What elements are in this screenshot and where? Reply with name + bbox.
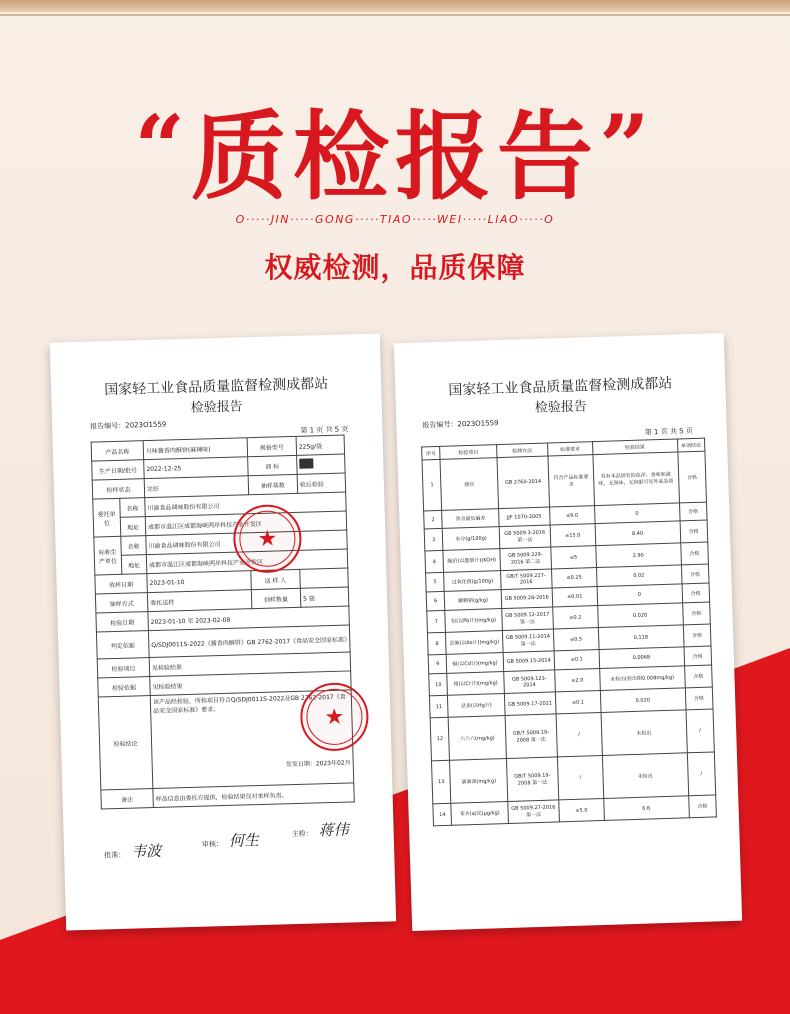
results-row: 11 总汞(以Hg计) GB 5009.17-2021 ≤0.1 0.020 合格: [429, 687, 713, 718]
results-header-row: 序号 检验项目 检测方法 标准要求 检验结果 单项结论: [422, 438, 705, 460]
form-row: 标称生产单位 名称 川渝食品调味股份有限公司: [94, 530, 347, 556]
report-org: 国家轻工业食品质量监督检测成都站: [103, 375, 329, 399]
results-row: 12 六六六(mg/kg) GB/T 5009.19-2008 第一法 / 未检出 /: [430, 709, 714, 761]
report-number: 报告编号：2023O1559: [90, 420, 167, 431]
results-row: 6 糖精钠(g/kg) GB 5009.28-2016 ≤0.01 0 合格: [426, 583, 709, 611]
red-seal-stamp: ★: [232, 504, 302, 574]
results-row: 10 铬(以Cr计)(mg/kg) GB 5009.123-2014 ≤2.0 未检出(检出限0.008mg/kg) 合格: [429, 665, 713, 696]
report-number: 报告编号：2023O1559: [422, 419, 499, 430]
results-row: 13 滴滴涕(mg/kg) GB/T 5009.19-2008 第一法 / 未检出 /: [431, 752, 715, 804]
sign-date: 签发日期：2023年02月: [285, 759, 351, 769]
signature-approver: 批准： 韦波: [104, 841, 162, 861]
results-row: 9 镉(以Cd计)(mg/kg) GB 5009.15-2014 ≤0.1 0.0068 合格: [428, 646, 711, 674]
top-gold-line: [0, 14, 790, 16]
form-row: 抽样方式 委托送样 到样数量 5 袋: [95, 587, 348, 613]
form-row: 检样状态 完好 抽样基数 检后检验: [92, 473, 345, 499]
signature-reviewer: 审核： 何生: [201, 831, 260, 850]
form-row: 检验项目 见检验结果: [97, 652, 350, 678]
open-quote: “: [134, 95, 191, 199]
top-gold-bar: [0, 0, 790, 12]
results-row: 3 水分(g/100g) GB 5009.3-2016 第一法 ≤15.0 8.40 合格: [424, 520, 708, 551]
title-text: 质检报告: [191, 100, 599, 213]
signature-inspector: 主检： 蒋伟: [291, 820, 349, 840]
report-org: 国家轻工业食品质量监督检测成都站: [448, 375, 673, 399]
conclusion-text: 该产品经检验，所检项目符合Q/SDJ0011S-2022及GB 2762-2017《食品安全国家标准》要求。: [152, 693, 346, 715]
results-table: [421, 438, 717, 827]
form-row: 地址 成都市温江区成都海峡两岸科技产业开发区: [93, 511, 346, 537]
report-page: 第 1 页 共 5 页: [644, 426, 693, 437]
results-row: 8 总砷(以As计)(mg/kg) GB 5009.11-2014 第一法 ≤0.5 0.118 合格: [427, 624, 711, 655]
form-row: 地址 成都市温江区成都海峡两岸科技产业开发区: [94, 549, 347, 575]
results-row: 7 铅(以Pb计)(mg/kg) GB 5009.12-2017 第一法 ≤0.2 0.020 合格: [427, 602, 711, 633]
report-form-table: [91, 435, 355, 810]
slogan: 权威检测，品质保障: [264, 251, 526, 284]
form-row: 收样日期 2023-01-10 送 样 人: [95, 568, 348, 594]
results-row: 1 感官 GB 2760-2014 符合产品标准要求 具有本品固有的色泽、香味和滋味，无异味，无肉眼可见外来杂质 合格: [422, 451, 706, 511]
pinyin-line: O·····JIN·····GONG·····TIAO·····WEI·····LIAO·····O: [235, 213, 555, 226]
report-page: 第 1 页 共 5 页: [300, 425, 349, 435]
form-row: 生产日期/批号 2022-12-25 商 标: [92, 454, 345, 480]
form-row: 委托单位 名称 川渝食品调味股份有限公司: [93, 492, 346, 518]
close-quote: ”: [599, 95, 656, 199]
results-row: 5 过氧化值(g/100g) GB/T 5009.227-2016 ≤0.25 0.02 合格: [426, 564, 709, 592]
brand-logo: [297, 454, 346, 474]
red-seal-stamp: ★: [299, 682, 369, 752]
page-title: [0, 82, 790, 222]
form-row: 备注 样品信息由委托方提供，检验结果仅对来样负责。: [101, 783, 354, 809]
form-row: 检验依据 见检验结果: [98, 671, 351, 697]
form-row: 判定依据 Q/SDJ0011S-2022《酱香肉酥饼》GB 2762-2017《食品安全国家标准》: [96, 625, 350, 659]
inspection-report-right: [394, 333, 742, 931]
report-title: 检验报告: [190, 399, 243, 416]
form-row: 检验日期 2023-01-10 至 2023-02-08: [96, 606, 349, 632]
form-row: 产品名称 川味酱香肉酥饼(麻辣味) 规格型号 225g/袋: [91, 435, 344, 461]
inspection-report-left: [50, 334, 396, 931]
results-row: 4 酸价(以脂肪计)(KOH) GB 5009.229-2016 第二法 ≤5 2.90 合格: [425, 542, 709, 573]
results-row: 2 净含量负偏差 JJF 1070-2005 ≤9.0 0 合格: [424, 502, 707, 529]
report-title: 检验报告: [534, 399, 588, 416]
results-row: 14 苯并(a)芘(μg/kg) GB 5009.27-2016 第一法 ≤5.0 0.6 合格: [433, 795, 717, 826]
form-row: 检验结论 该产品经检验，所检项目符合Q/SDJ0011S-2022及GB 2762-2017《食品安全国家标准》要求。 签发日期：2023年02月: [98, 690, 353, 790]
